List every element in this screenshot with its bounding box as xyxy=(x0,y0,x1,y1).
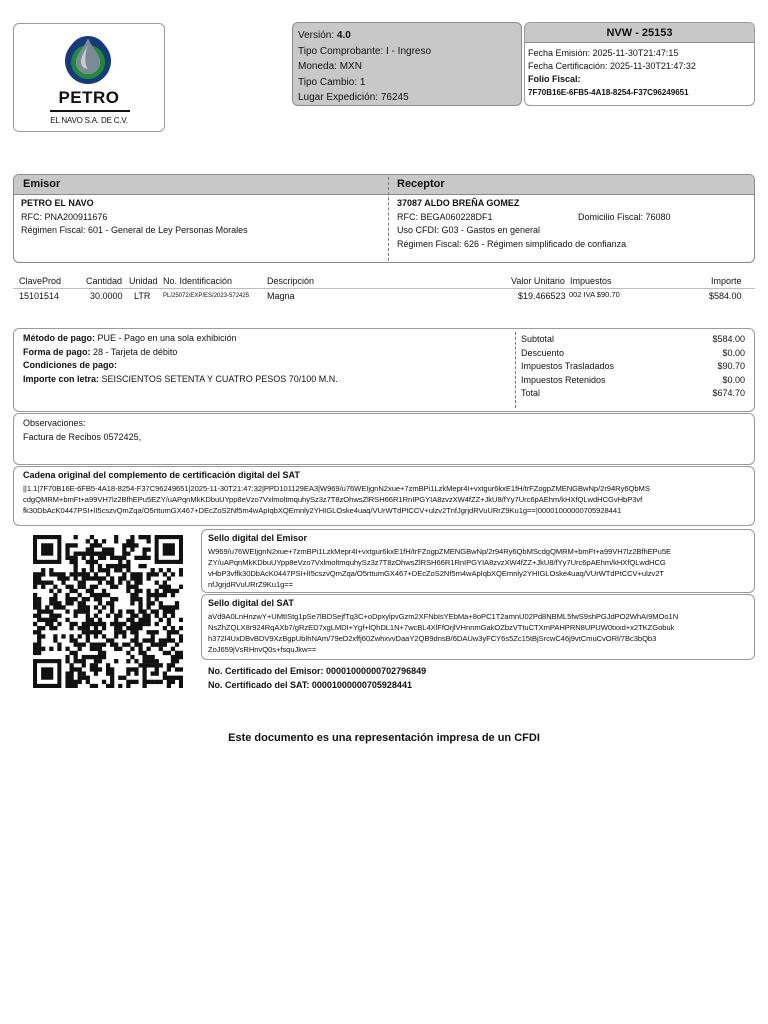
total-value: $0.00 xyxy=(722,374,745,385)
total-label: Impuestos Retenidos xyxy=(521,374,606,385)
totals xyxy=(521,333,745,401)
folio-fiscal-label: Folio Fiscal: xyxy=(528,74,581,84)
logo-subtitle: EL NAVO S.A. DE C.V. xyxy=(50,116,128,125)
importe-letra xyxy=(23,373,503,387)
forma-pago-value: 28 - Tarjeta de débito xyxy=(90,346,178,357)
folio-fiscal-value: 7F70B16E-6FB5-4A18-8254-F37C96249651 xyxy=(528,88,689,97)
total-label: Descuento xyxy=(521,347,565,358)
petro-drop-logo-icon xyxy=(64,32,112,88)
col-valor-unitario: Valor Unitario xyxy=(511,276,565,286)
cadena-line: ||1.1|7F70B16E-6FB5-4A18-8254-F37C96249651|2025-11-30T21:47:32|PPD101129EA3|W969/u76WEIjgnN2xue+7zmBPi1LzkMepr4I+vxtgur6kxE1fH/trFZogpZMENGBwNp/2r94Ry6QbMS xyxy=(23,483,650,493)
fecha-emision: Fecha Emisión: 2025-11-30T21:47:15 xyxy=(528,48,679,58)
total-value: $674.70 xyxy=(712,388,745,398)
receptor-details xyxy=(397,197,747,251)
company-logo-card xyxy=(13,23,165,132)
col-unidad: Unidad xyxy=(129,276,158,286)
sello-emisor-line: ZY/uAPqnMkKDbuUYpp8eVzo7VxlmoltmquhySz3z7T8zOhwsZlRSH66R1RnIPGYIA8zvzXW4fZZ+JkU8/fYy7Urc6pAEhm/kHXfQLwdHCG xyxy=(208,557,666,567)
total-label: Impuestos Trasladados xyxy=(521,361,615,371)
tipo-comprobante: Tipo Comprobante: I - Ingreso xyxy=(298,45,432,57)
row-cantidad: 30.0000 xyxy=(90,291,123,301)
receptor-regimen: Régimen Fiscal: 626 - Régimen simplificado de confianza xyxy=(397,238,627,249)
row-impuestos: 002 IVA $90.70 xyxy=(569,290,620,299)
general-info-panel xyxy=(292,22,522,106)
metodo-pago-label: Método de pago: xyxy=(23,333,95,343)
total-label: Subtotal xyxy=(521,334,555,344)
sello-sat-line: h372l4UxDBvBDV9XzBgpUbIhNAm/79eD2xffj60ZwhxvvDaaY2QB9dnsB/6DAUw3yFCY6s5Zc15tBjSrcwC46j9vtCmuCvORl/7Bc3bQb3 xyxy=(208,633,657,643)
emisor-regimen: Régimen Fiscal: 601 - General de Ley Personas Morales xyxy=(21,225,248,235)
emisor-details xyxy=(21,197,248,238)
total-value: $0.00 xyxy=(722,347,745,358)
receptor-uso-cfdi: Uso CFDI: G03 - Gastos en general xyxy=(397,225,541,235)
receptor-rfc: RFC: BEGA060228DF1 xyxy=(397,211,493,222)
emisor-nombre: PETRO EL NAVO xyxy=(21,198,94,208)
emisor-title: Emisor xyxy=(23,178,61,190)
lugar-expedicion: Lugar Expedición: 76245 xyxy=(298,92,409,103)
sello-emisor-title: Sello digital del Emisor xyxy=(208,533,308,543)
serie-folio-title: NVW - 25153 xyxy=(525,23,754,43)
emisor-rfc: RFC: PNA200911676 xyxy=(21,211,108,222)
fecha-certificacion: Fecha Certificación: 2025-11-30T21:47:32 xyxy=(528,61,696,71)
total-trasladados xyxy=(521,360,745,374)
row-clave: 15101514 xyxy=(19,291,60,301)
party-divider xyxy=(388,177,389,261)
observaciones-content xyxy=(23,417,141,444)
sello-emisor-line: W969/u76WEIjgnN2xue+7zmBPi1LzkMepr4I+vxtgur6kxE1fH/trFZogpZMENGBwNp/2r94Ry6QbMScdgQMRM+bmFt+a99VH7lz2BfhEPu5E xyxy=(208,546,672,556)
col-importe: Importe xyxy=(711,276,742,286)
moneda: Moneda: MXN xyxy=(298,61,362,72)
folio-details xyxy=(528,47,696,99)
observaciones-label: Observaciones: xyxy=(23,418,86,428)
certificado-sat: No. Certificado del SAT: 00001000000705928441 xyxy=(208,680,412,690)
cadena-line: fk30DbAcK0447PSI+lI5cszvQmZqa/O5rttumGX467+DEcZoS2Nf5m4wApIqbXQEmnly2YHIGLOske4uaq/VUrWTdPtCCV+ulzv2TnfJgrjdRVuURrZ9Ku1g==|00001000000705928441 xyxy=(23,505,622,515)
cadena-original-panel xyxy=(13,466,755,526)
total-retenidos xyxy=(521,374,745,388)
folio-panel xyxy=(524,22,755,106)
logo-underline xyxy=(50,110,130,112)
sello-sat-content xyxy=(208,597,678,655)
tipo-cambio: Tipo Cambio: 1 xyxy=(298,76,366,88)
row-importe: $584.00 xyxy=(709,291,742,301)
version-value: 4.0 xyxy=(336,30,351,41)
total-total xyxy=(521,387,745,401)
receptor-nombre: 37087 ALDO BREÑA GOMEZ xyxy=(397,198,520,208)
condiciones-pago: Condiciones de pago: xyxy=(23,360,118,370)
col-identificacion: No. Identificación xyxy=(163,276,233,286)
col-impuestos: Impuestos xyxy=(570,276,612,286)
qr-code-graphic xyxy=(33,535,183,688)
row-unidad: LTR xyxy=(134,291,151,301)
qr-code-icon xyxy=(33,535,183,688)
total-subtotal xyxy=(521,333,745,347)
sello-emisor-line: nfJgrjdRVuURrZ9Ku1g== xyxy=(208,579,294,589)
importe-letra-label: Importe con letra: xyxy=(23,373,100,384)
sello-sat-line: NsZhZQLX8r924RqAXb7/gRzED7xgLMDI+Ygf+lQhDL1N+7wcBL4XlFfOrjlVHnnmGakOZbzVTtuCTXmPAHPRN8UPUW0txxd+x2TKZGobuk xyxy=(208,622,675,632)
certificado-emisor: No. Certificado del Emisor: 00001000000702796849 xyxy=(208,666,427,676)
payment-details xyxy=(23,332,503,386)
footer-note: Este documento es una representación impresa de un CFDI xyxy=(228,732,540,744)
sello-sat-title: Sello digital del SAT xyxy=(208,598,294,608)
row-valor-unitario: $19.466523 xyxy=(518,291,566,301)
row-descripcion: Magna xyxy=(267,291,295,301)
sello-sat-line: aVd9A0LnHnzwY+UMtIStg1pSe7lBDSejfTq3C+oDpxylpvGzm2XFNbIsYEbMa+8oPC1T2amnU02Pd8NBML5fwS9shPGJdPO2WhAI9MOo1N xyxy=(208,611,679,621)
metodo-pago-value: PUE - Pago en una sola exhibición xyxy=(95,333,237,343)
sello-emisor-panel xyxy=(201,529,755,593)
payment-divider xyxy=(515,332,516,408)
row-identificacion: PL/25072/EXP/ES/2023-572425 xyxy=(163,293,250,299)
receptor-rfc-row xyxy=(397,211,747,225)
sello-emisor-content xyxy=(208,532,671,590)
importe-letra-value: SEISCIENTOS SETENTA Y CUATRO PESOS 70/100 M.N. xyxy=(99,373,338,384)
total-label: Total xyxy=(521,388,541,398)
receptor-domicilio: Domicilio Fiscal: 76080 xyxy=(578,211,671,222)
certificados xyxy=(208,664,426,692)
total-descuento xyxy=(521,347,745,361)
col-clave: ClaveProd xyxy=(19,276,62,286)
cadena-content xyxy=(23,469,650,516)
version-line xyxy=(298,28,516,44)
logo-wordmark: PETRO xyxy=(58,88,120,107)
forma-pago xyxy=(23,346,503,360)
emisor-receptor-panel xyxy=(13,174,755,263)
party-header-bar xyxy=(14,175,754,195)
cadena-line: cdgQMRM+bmFt+a99VH7lz2BfhEPu5EZY/uAPqnMkKDbuUYpp8eVzo7VxlmoltmquhySz3z7T8zOhwsZlRSH66R1RnIPGYIA8zvzXW4fZZ+JkU8/fYy7Urc6pAEhm/kHXfQLwdHCGvHbP3vf xyxy=(23,494,643,504)
metodo-pago xyxy=(23,332,503,346)
sello-sat-line: ZoJ659jVsRHnvQ0s+fsquJkw== xyxy=(208,644,317,654)
total-value: $584.00 xyxy=(712,334,745,344)
version-label: Versión: xyxy=(298,30,337,41)
sello-sat-panel xyxy=(201,594,755,660)
sello-emisor-line: vHbP3vffk30DbAcK0447PSI+lI5cszvQmZqa/O5rttumGX467+DEcZoS2Nf5m4wApIqbXQEmnly2YHIGLOske4uaq/VUrWTdPtCCV+ulzv2T xyxy=(208,568,664,578)
items-header-rule xyxy=(13,288,755,289)
col-cantidad: Cantidad xyxy=(86,276,123,286)
receptor-title: Receptor xyxy=(397,178,445,190)
payment-panel xyxy=(13,328,755,412)
observaciones-panel xyxy=(13,413,755,465)
observaciones-text: Factura de Recibos 0572425, xyxy=(23,431,142,442)
total-value: $90.70 xyxy=(717,361,745,371)
forma-pago-label: Forma de pago: xyxy=(23,346,91,357)
col-descripcion: Descripción xyxy=(267,276,315,286)
cadena-title: Cadena original del complemento de certificación digital del SAT xyxy=(23,470,300,480)
